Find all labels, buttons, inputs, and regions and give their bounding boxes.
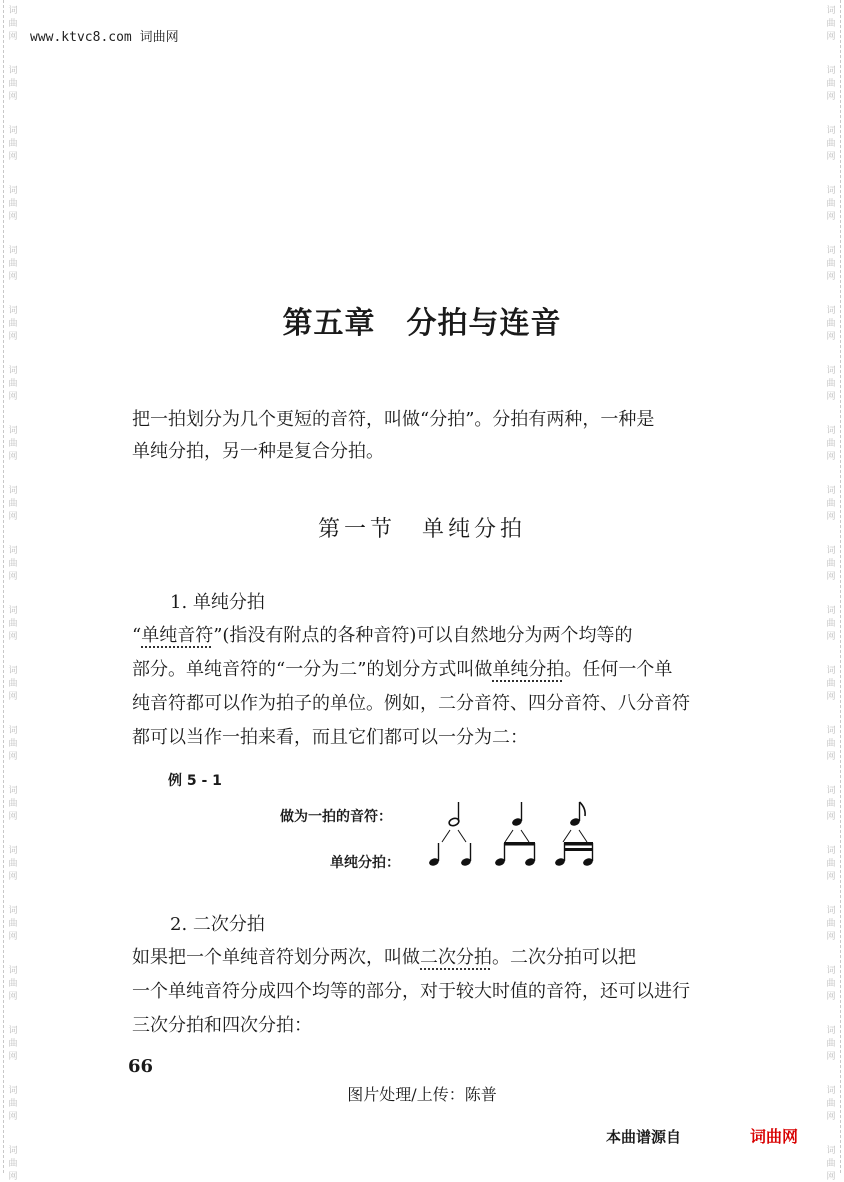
watermark-glyph: 曲: [826, 19, 836, 29]
site-url[interactable]: www.ktvc8.com 词曲网: [30, 30, 179, 45]
watermark-glyph: 网: [826, 32, 836, 42]
watermark-glyph: 曲: [8, 799, 18, 809]
watermark-glyph: 曲: [8, 499, 18, 509]
chapter-title: 第五章 分拍与连音: [282, 306, 562, 341]
quarter-pair-icon: [428, 843, 472, 867]
watermark-glyph: 词: [826, 1086, 836, 1096]
eighth-note-icon: [569, 802, 585, 827]
watermark-glyph: 词: [8, 906, 18, 916]
term-simple-division: 单纯分拍: [492, 659, 565, 680]
watermark-glyph: 曲: [8, 1099, 18, 1109]
watermark-glyph: 网: [826, 332, 836, 342]
watermark-glyph: 词: [826, 846, 836, 856]
sub1-line-3: 纯音符都可以作为拍子的单位。例如，二分音符、四分音符、八分音符: [132, 693, 690, 714]
division-lines: [442, 830, 587, 842]
sub2-line-1: 如果把一个单纯音符划分两次，叫做二次分拍。二次分拍可以把: [132, 947, 636, 968]
page-number: 66: [128, 1056, 154, 1077]
watermark-glyph: 曲: [826, 379, 836, 389]
watermark-glyph: 网: [826, 572, 836, 582]
watermark-glyph: 网: [826, 392, 836, 402]
watermark-glyph: 网: [8, 692, 18, 702]
term-double-division: 二次分拍: [420, 947, 492, 968]
watermark-glyph: 网: [8, 92, 18, 102]
watermark-glyph: 曲: [8, 1159, 18, 1169]
watermark-glyph: 曲: [826, 139, 836, 149]
watermark-glyph: 网: [8, 1112, 18, 1122]
watermark-glyph: 曲: [826, 499, 836, 509]
watermark-glyph: 曲: [826, 619, 836, 629]
source-brand-link[interactable]: 词曲网: [750, 1127, 799, 1146]
watermark-glyph: 网: [826, 272, 836, 282]
watermark-glyph: 词: [826, 306, 836, 316]
watermark-glyph: 曲: [826, 199, 836, 209]
beat-notes-label: 做为一拍的音符：: [280, 809, 392, 825]
watermark-glyph: 网: [8, 452, 18, 462]
watermark-column-right: [822, 0, 841, 1182]
sub2-line-3: 三次分拍和四次分拍：: [132, 1015, 312, 1036]
term-simple-note: 单纯音符: [141, 625, 214, 646]
watermark-glyph: 词: [826, 546, 836, 556]
watermark-glyph: 网: [826, 632, 836, 642]
watermark-glyph: 词: [8, 426, 18, 436]
upload-credit: 图片处理/上传：陈普: [347, 1085, 497, 1104]
watermark-glyph: 曲: [8, 739, 18, 749]
watermark-glyph: 曲: [8, 979, 18, 989]
watermark-glyph: 网: [826, 92, 836, 102]
watermark-glyph: 曲: [8, 439, 18, 449]
watermark-glyph: 词: [8, 666, 18, 676]
watermark-glyph: 网: [826, 692, 836, 702]
watermark-glyph: 词: [826, 246, 836, 256]
watermark-glyph: 词: [8, 546, 18, 556]
watermark-glyph: 网: [826, 932, 836, 942]
watermark-glyph: 词: [8, 306, 18, 316]
notation-figure: [420, 790, 760, 880]
watermark-glyph: 网: [8, 1052, 18, 1062]
watermark-glyph: 词: [8, 366, 18, 376]
watermark-glyph: 词: [826, 606, 836, 616]
watermark-glyph: 网: [826, 1052, 836, 1062]
watermark-glyph: 网: [826, 1172, 836, 1182]
watermark-glyph: 网: [826, 812, 836, 822]
watermark-glyph: 网: [826, 1112, 836, 1122]
eighth-pair-icon: [494, 842, 536, 867]
watermark-column-left: [3, 0, 22, 1182]
watermark-glyph: 网: [826, 752, 836, 762]
watermark-glyph: 曲: [826, 739, 836, 749]
watermark-glyph: 词: [8, 1026, 18, 1036]
watermark-glyph: 网: [8, 32, 18, 42]
watermark-glyph: 曲: [826, 319, 836, 329]
watermark-glyph: 网: [8, 152, 18, 162]
watermark-glyph: 曲: [826, 979, 836, 989]
sub1-line-4: 都可以当作一拍来看，而且它们都可以一分为二：: [132, 727, 528, 748]
watermark-glyph: 词: [826, 966, 836, 976]
divided-notes-label: 单纯分拍：: [330, 855, 400, 871]
sub2-line-2: 一个单纯音符分成四个均等的部分，对于较大时值的音符，还可以进行: [132, 981, 690, 1002]
sub1-line-2: 部分。单纯音符的“一分为二”的划分方式叫做单纯分拍。任何一个单: [132, 659, 673, 680]
watermark-glyph: 词: [8, 726, 18, 736]
watermark-glyph: 曲: [8, 679, 18, 689]
watermark-glyph: 词: [826, 186, 836, 196]
watermark-glyph: 网: [8, 752, 18, 762]
watermark-glyph: 词: [826, 1146, 836, 1156]
watermark-glyph: 网: [826, 152, 836, 162]
intro-line-1: 把一拍划分为几个更短的音符，叫做“分拍”。分拍有两种，一种是: [132, 409, 655, 430]
watermark-glyph: 网: [8, 932, 18, 942]
watermark-glyph: 词: [826, 366, 836, 376]
watermark-glyph: 词: [8, 486, 18, 496]
watermark-glyph: 网: [826, 212, 836, 222]
watermark-glyph: 曲: [826, 1159, 836, 1169]
watermark-glyph: 词: [826, 786, 836, 796]
watermark-glyph: 词: [826, 6, 836, 16]
watermark-glyph: 词: [826, 726, 836, 736]
watermark-glyph: 词: [826, 66, 836, 76]
watermark-glyph: 曲: [826, 799, 836, 809]
watermark-glyph: 网: [8, 212, 18, 222]
watermark-glyph: 网: [8, 1172, 18, 1182]
watermark-glyph: 网: [8, 392, 18, 402]
watermark-glyph: 词: [826, 486, 836, 496]
watermark-glyph: 词: [826, 666, 836, 676]
watermark-glyph: 曲: [826, 79, 836, 89]
watermark-glyph: 曲: [8, 559, 18, 569]
watermark-glyph: 曲: [8, 199, 18, 209]
watermark-glyph: 曲: [826, 259, 836, 269]
watermark-glyph: 曲: [8, 259, 18, 269]
watermark-glyph: 词: [8, 126, 18, 136]
watermark-glyph: 词: [826, 906, 836, 916]
watermark-glyph: 词: [8, 186, 18, 196]
subsection-heading-1: 1. 单纯分拍: [170, 592, 265, 613]
watermark-glyph: 词: [8, 846, 18, 856]
intro-line-2: 单纯分拍，另一种是复合分拍。: [132, 441, 384, 462]
watermark-glyph: 词: [8, 966, 18, 976]
section-title: 第一节 单纯分拍: [317, 517, 526, 542]
watermark-glyph: 网: [8, 512, 18, 522]
watermark-glyph: 曲: [826, 1039, 836, 1049]
watermark-glyph: 词: [8, 246, 18, 256]
watermark-glyph: 网: [8, 272, 18, 282]
watermark-glyph: 曲: [826, 679, 836, 689]
watermark-glyph: 曲: [8, 139, 18, 149]
watermark-glyph: 词: [826, 126, 836, 136]
watermark-glyph: 网: [8, 812, 18, 822]
watermark-glyph: 网: [826, 512, 836, 522]
watermark-glyph: 曲: [8, 379, 18, 389]
watermark-glyph: 词: [8, 786, 18, 796]
watermark-glyph: 网: [8, 572, 18, 582]
watermark-glyph: 词: [826, 1026, 836, 1036]
watermark-glyph: 曲: [826, 919, 836, 929]
example-label: 例 5 - 1: [168, 773, 222, 789]
watermark-glyph: 网: [8, 332, 18, 342]
watermark-glyph: 曲: [8, 859, 18, 869]
sub1-line-1: “单纯音符”(指没有附点的各种音符)可以自然地分为两个均等的: [132, 625, 633, 646]
watermark-glyph: 网: [8, 632, 18, 642]
quarter-note-icon: [511, 802, 523, 827]
watermark-glyph: 曲: [8, 79, 18, 89]
watermark-glyph: 曲: [8, 19, 18, 29]
watermark-glyph: 词: [8, 6, 18, 16]
watermark-glyph: 曲: [826, 1099, 836, 1109]
watermark-glyph: 词: [8, 66, 18, 76]
watermark-glyph: 网: [826, 992, 836, 1002]
subsection-heading-2: 2. 二次分拍: [170, 914, 265, 935]
half-note-icon: [448, 802, 460, 827]
watermark-glyph: 网: [826, 452, 836, 462]
watermark-glyph: 曲: [8, 319, 18, 329]
watermark-glyph: 网: [826, 872, 836, 882]
watermark-glyph: 网: [8, 872, 18, 882]
watermark-glyph: 网: [8, 992, 18, 1002]
watermark-glyph: 词: [8, 1086, 18, 1096]
watermark-glyph: 曲: [8, 919, 18, 929]
watermark-glyph: 曲: [826, 559, 836, 569]
source-label: 本曲谱源自: [606, 1128, 682, 1146]
sixteenth-pair-icon: [554, 842, 594, 867]
watermark-glyph: 曲: [8, 1039, 18, 1049]
watermark-glyph: 词: [826, 426, 836, 436]
watermark-glyph: 曲: [826, 859, 836, 869]
watermark-glyph: 词: [8, 606, 18, 616]
watermark-glyph: 词: [8, 1146, 18, 1156]
watermark-glyph: 曲: [826, 439, 836, 449]
watermark-glyph: 曲: [8, 619, 18, 629]
